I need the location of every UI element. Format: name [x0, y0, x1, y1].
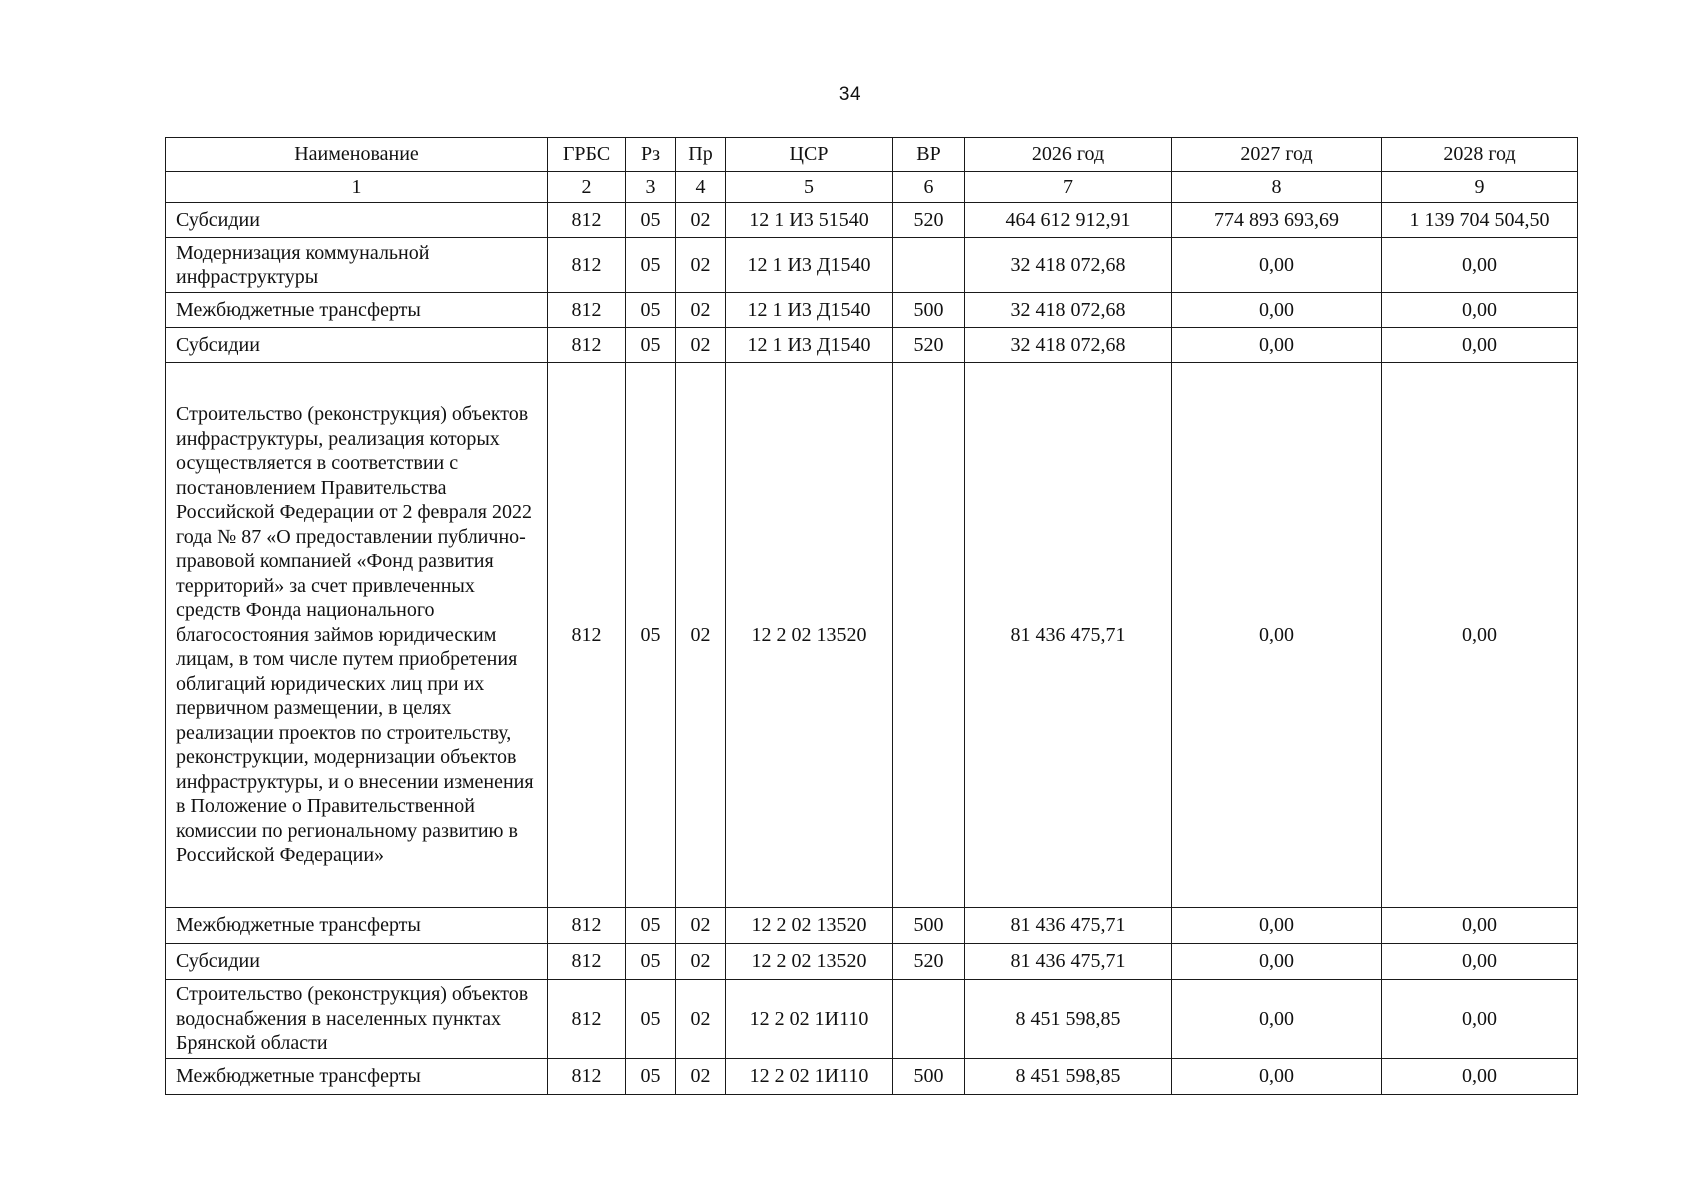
row-name: Субсидии: [166, 944, 548, 980]
row-pr: 02: [676, 203, 726, 238]
row-amount-2028: 0,00: [1382, 328, 1578, 363]
row-pr: 02: [676, 944, 726, 980]
row-amount-2027: 0,00: [1172, 328, 1382, 363]
table-row: [166, 238, 1578, 293]
row-rz: 05: [626, 1058, 676, 1094]
row-rz: 05: [626, 944, 676, 980]
column-number: 9: [1382, 172, 1578, 203]
row-vr: 500: [893, 908, 965, 944]
row-grbs: 812: [548, 328, 626, 363]
row-csr: 12 1 И3 Д1540: [726, 238, 893, 293]
table-row: [166, 980, 1578, 1059]
row-vr: 520: [893, 203, 965, 238]
row-csr: 12 2 02 1И110: [726, 1058, 893, 1094]
row-amount-2027: 0,00: [1172, 908, 1382, 944]
row-rz: 05: [626, 203, 676, 238]
table-row: [166, 203, 1578, 238]
row-name: Модернизация коммунальной инфраструктуры: [166, 238, 548, 293]
header-2028: 2028 год: [1382, 138, 1578, 172]
header-csr: ЦСР: [726, 138, 893, 172]
row-csr: 12 2 02 13520: [726, 363, 893, 908]
row-amount-2026: 8 451 598,85: [965, 980, 1172, 1059]
row-pr: 02: [676, 293, 726, 328]
row-amount-2027: 0,00: [1172, 944, 1382, 980]
header-grbs: ГРБС: [548, 138, 626, 172]
header-name: Наименование: [166, 138, 548, 172]
row-amount-2027: 0,00: [1172, 238, 1382, 293]
row-vr: 500: [893, 1058, 965, 1094]
row-amount-2027: 774 893 693,69: [1172, 203, 1382, 238]
row-vr: [893, 363, 965, 908]
row-grbs: 812: [548, 1058, 626, 1094]
row-vr: 520: [893, 328, 965, 363]
row-rz: 05: [626, 980, 676, 1059]
row-grbs: 812: [548, 238, 626, 293]
row-amount-2026: 81 436 475,71: [965, 944, 1172, 980]
row-amount-2027: 0,00: [1172, 293, 1382, 328]
header-vr: ВР: [893, 138, 965, 172]
table-row: [166, 908, 1578, 944]
column-number: 1: [166, 172, 548, 203]
table-row: [166, 1058, 1578, 1094]
row-amount-2026: 32 418 072,68: [965, 328, 1172, 363]
row-grbs: 812: [548, 203, 626, 238]
row-rz: 05: [626, 238, 676, 293]
header-row: [166, 138, 1578, 172]
budget-table: [165, 137, 1578, 1095]
row-amount-2026: 81 436 475,71: [965, 908, 1172, 944]
column-number: 7: [965, 172, 1172, 203]
row-amount-2028: 0,00: [1382, 908, 1578, 944]
row-grbs: 812: [548, 293, 626, 328]
row-pr: 02: [676, 363, 726, 908]
row-amount-2026: 464 612 912,91: [965, 203, 1172, 238]
row-rz: 05: [626, 908, 676, 944]
column-number: 4: [676, 172, 726, 203]
row-name: Межбюджетные трансферты: [166, 293, 548, 328]
row-amount-2028: 0,00: [1382, 238, 1578, 293]
column-number: 6: [893, 172, 965, 203]
column-number: 3: [626, 172, 676, 203]
row-amount-2028: 0,00: [1382, 944, 1578, 980]
page-number: 34: [838, 84, 862, 105]
row-vr: [893, 980, 965, 1059]
row-amount-2026: 81 436 475,71: [965, 363, 1172, 908]
header-pr: Пр: [676, 138, 726, 172]
table-row: [166, 328, 1578, 363]
table-row: [166, 293, 1578, 328]
row-amount-2026: 32 418 072,68: [965, 293, 1172, 328]
header-rz: Рз: [626, 138, 676, 172]
row-pr: 02: [676, 980, 726, 1059]
row-grbs: 812: [548, 980, 626, 1059]
row-rz: 05: [626, 328, 676, 363]
row-amount-2026: 8 451 598,85: [965, 1058, 1172, 1094]
row-csr: 12 2 02 13520: [726, 944, 893, 980]
row-pr: 02: [676, 908, 726, 944]
row-grbs: 812: [548, 363, 626, 908]
column-number-row: [166, 172, 1578, 203]
row-pr: 02: [676, 238, 726, 293]
row-name: Субсидии: [166, 203, 548, 238]
row-pr: 02: [676, 1058, 726, 1094]
row-amount-2028: 0,00: [1382, 1058, 1578, 1094]
row-amount-2028: 0,00: [1382, 363, 1578, 908]
row-amount-2028: 0,00: [1382, 293, 1578, 328]
row-csr: 12 1 И3 51540: [726, 203, 893, 238]
row-pr: 02: [676, 328, 726, 363]
row-name: Строительство (реконструкция) объектов водоснабжения в населенных пунктах Брянской области: [166, 980, 548, 1059]
header-2026: 2026 год: [965, 138, 1172, 172]
row-name: Межбюджетные трансферты: [166, 908, 548, 944]
row-rz: 05: [626, 293, 676, 328]
row-amount-2027: 0,00: [1172, 980, 1382, 1059]
column-number: 8: [1172, 172, 1382, 203]
row-amount-2027: 0,00: [1172, 363, 1382, 908]
row-name: Межбюджетные трансферты: [166, 1058, 548, 1094]
row-name: Субсидии: [166, 328, 548, 363]
column-number: 2: [548, 172, 626, 203]
row-vr: 500: [893, 293, 965, 328]
row-amount-2028: 0,00: [1382, 980, 1578, 1059]
row-amount-2028: 1 139 704 504,50: [1382, 203, 1578, 238]
row-csr: 12 1 И3 Д1540: [726, 328, 893, 363]
row-csr: 12 2 02 13520: [726, 908, 893, 944]
row-csr: 12 1 И3 Д1540: [726, 293, 893, 328]
row-name: Строительство (реконструкция) объектов инфраструктуры, реализация которых осуществляется в соответствии с постановлением Правительства Российской Федерации от 2 февраля 2022 года № 87 «О предоставлении публично-правовой компанией «Фонд развития территорий» за счет привлеченных средств Фонда национального благосостояния займов юридическим лицам, в том числе путем приобретения облигаций юридических лиц при их первичном размещении, в целях реализации проектов по строительству, реконструкции, модернизации объектов инфраструктуры, и о внесении изменения в Положение о Правительственной комиссии по региональному развитию в Российской Федерации»: [166, 363, 548, 908]
row-grbs: 812: [548, 908, 626, 944]
row-amount-2027: 0,00: [1172, 1058, 1382, 1094]
row-grbs: 812: [548, 944, 626, 980]
column-number: 5: [726, 172, 893, 203]
row-csr: 12 2 02 1И110: [726, 980, 893, 1059]
row-amount-2026: 32 418 072,68: [965, 238, 1172, 293]
header-2027: 2027 год: [1172, 138, 1382, 172]
row-vr: 520: [893, 944, 965, 980]
row-rz: 05: [626, 363, 676, 908]
table-row: [166, 944, 1578, 980]
row-vr: [893, 238, 965, 293]
table-row: [166, 363, 1578, 908]
